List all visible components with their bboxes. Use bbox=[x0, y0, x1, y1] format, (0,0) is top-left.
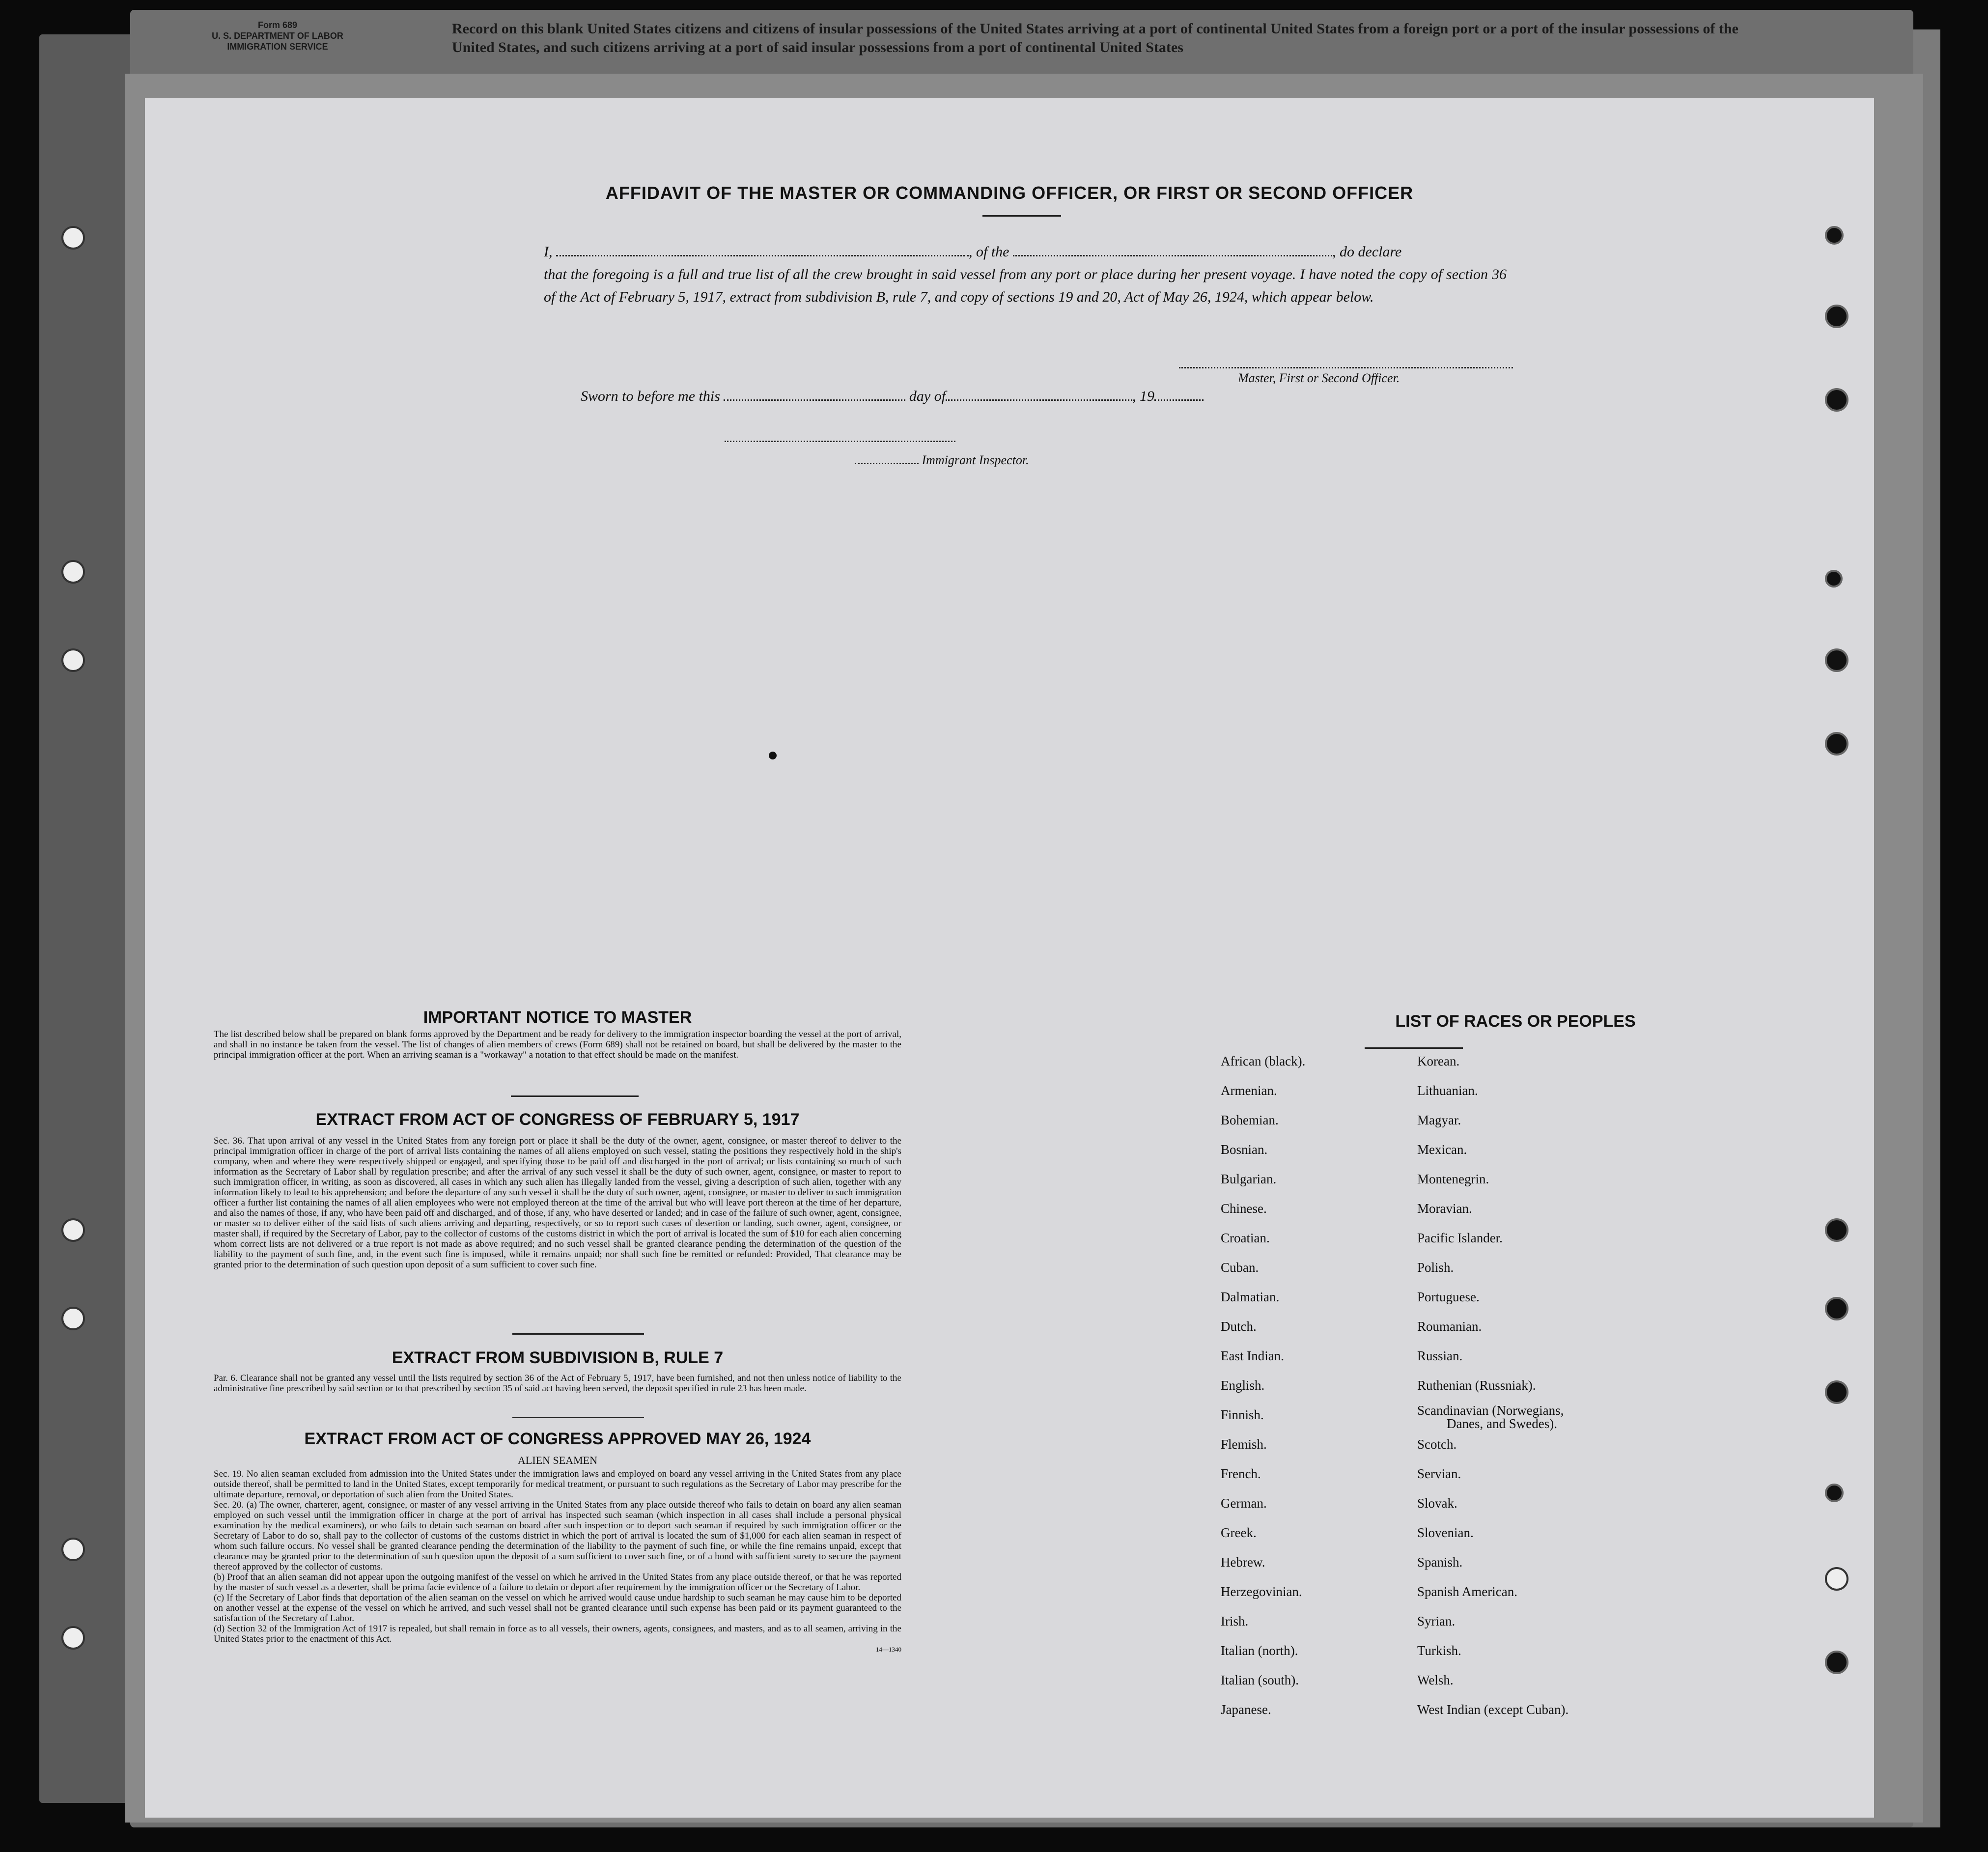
binder-hole bbox=[1825, 732, 1848, 756]
vessel-name-field[interactable] bbox=[1013, 244, 1332, 256]
form-number: Form 689 bbox=[257, 20, 298, 30]
binder-hole bbox=[1825, 388, 1848, 412]
affidavit-text: that the foregoing is a full and true list of all the crew brought in said vessel from any port or place during her present voyage. I have noted the copy of section 36 of the Act of February 5, 1917, extract from subdivision B, rule 7, and copy of sections 19 and 20, Act of May 26, 1924, which appear below. bbox=[544, 266, 1507, 305]
department-name: U. S. DEPARTMENT OF LABOR bbox=[212, 31, 343, 41]
binder-hole bbox=[61, 1218, 85, 1242]
race-item: Italian (south). bbox=[1221, 1673, 1299, 1687]
rule7-text: Par. 6. Clearance shall not be granted any vessel until the lists required by section 36 of the Act of February 5, 1917, have been furnished, and not then unless notice of liability to the administrative fine prescribed by said section or to that prescribed by section 35 of said act having been served, the deposit specified in rule 23 has been made. bbox=[214, 1373, 901, 1394]
binder-hole bbox=[1825, 1297, 1848, 1320]
race-item: West Indian (except Cuban). bbox=[1417, 1702, 1569, 1717]
back-sheet-header bbox=[162, 20, 1832, 98]
binder-hole bbox=[61, 560, 85, 584]
section-20d-text: (d) Section 32 of the Immigration Act of 1917 is repealed, but shall remain in force as to all vessels, their owners, agents, consignees, and masters, and as to all seamen, arriving in the United States prior to the enactment of this Act. bbox=[214, 1624, 901, 1644]
sworn-line bbox=[581, 388, 1204, 405]
affidavit-title: AFFIDAVIT OF THE MASTER OR COMMANDING OFFICER, OR FIRST OR SECOND OFFICER bbox=[605, 183, 1414, 203]
section-20a-text: Sec. 20. (a) The owner, charterer, agent, consignee, or master of any vessel arriving in the United States from any place outside thereof who fails to detain on board any alien seaman employed on such vessel until the immigration officer in charge at the port of arrival has inspected such seaman (which inspection in all cases shall include a personal physical examination by the medical examiners), or who fails to detain such seaman on board after such inspection or to deport such seaman if required by such immigration officer or the Secretary of Labor to do so, shall pay to the collector of customs of the customs district in which the port of arrival is located the sum of $1,000 for each alien seaman in respect of whom such failure occurs. No vessel shall be granted clearance pending the determination of the liability to the payment of such fine, or while the fine remains unpaid, except that clearance may be granted prior to the determination of such question upon the deposit of a sum sufficient to cover such fine, or of a bond with sufficient surety to secure the payment thereof approved by the collector of customs. bbox=[214, 1500, 901, 1572]
sworn-month-field[interactable] bbox=[946, 389, 1132, 401]
binder-hole bbox=[61, 1307, 85, 1330]
binder-hole bbox=[1825, 226, 1844, 245]
race-item: Slovenian. bbox=[1417, 1525, 1474, 1540]
race-item: Hebrew. bbox=[1221, 1555, 1265, 1570]
section-20c-text: (c) If the Secretary of Labor finds that deportation of the alien seaman on the vessel on which he arrived would cause undue hardship to such seaman he may cause him to be deported on another vessel at the expense of the vessel on which he arrived, and such vessel shall not be granted clearance until such expense has been paid or its payment guaranteed to the satisfaction of the Secretary of Labor. bbox=[214, 1593, 901, 1624]
race-item: Croatian. bbox=[1221, 1231, 1270, 1245]
section-19-text: Sec. 19. No alien seaman excluded from admission into the United States under the immigration laws and employed on board any vessel arriving in the United States from any place outside thereof, shall be permitted to land in the United States, except temporarily for medical treatment, or pursuant to such regulations as the Secretary of Labor may prescribe for the ultimate departure, removal, or deportation of such alien from the United States. bbox=[214, 1469, 901, 1500]
rule7-title: EXTRACT FROM SUBDIVISION B, RULE 7 bbox=[392, 1348, 724, 1367]
rule7-rule bbox=[512, 1417, 644, 1418]
declarant-name-field[interactable] bbox=[556, 244, 969, 256]
race-item: Slovak. bbox=[1417, 1496, 1457, 1511]
race-item: Irish. bbox=[1221, 1614, 1249, 1628]
race-item: Bosnian. bbox=[1221, 1142, 1268, 1157]
race-item: Greek. bbox=[1221, 1525, 1257, 1540]
race-item: Moravian. bbox=[1417, 1201, 1472, 1216]
binder-hole bbox=[61, 648, 85, 672]
race-item: Turkish. bbox=[1417, 1643, 1461, 1658]
race-item: Spanish. bbox=[1417, 1555, 1463, 1570]
inspector-label-row bbox=[855, 453, 1029, 468]
race-item: Montenegrin. bbox=[1417, 1172, 1489, 1186]
binder-hole bbox=[1825, 1567, 1848, 1591]
race-item: Finnish. bbox=[1221, 1407, 1264, 1422]
race-item: French. bbox=[1221, 1466, 1261, 1481]
master-signature-line[interactable] bbox=[1179, 367, 1513, 368]
race-item: Roumanian. bbox=[1417, 1319, 1482, 1334]
races-right-column bbox=[1417, 1046, 1568, 1724]
inspector-dots bbox=[855, 456, 919, 464]
race-item: Cuban. bbox=[1221, 1260, 1259, 1275]
sworn-prefix: Sworn to before me this bbox=[581, 388, 720, 404]
race-item: English. bbox=[1221, 1378, 1265, 1393]
race-item: Mexican. bbox=[1417, 1142, 1467, 1157]
race-item: Portuguese. bbox=[1417, 1290, 1480, 1304]
do-declare-label: , do declare bbox=[1332, 244, 1402, 260]
race-item-continuation: Danes, and Swedes). bbox=[1447, 1416, 1557, 1431]
extract-1924-body bbox=[214, 1469, 901, 1655]
binder-hole bbox=[61, 226, 85, 250]
declaration-line bbox=[544, 241, 1507, 263]
race-item: Chinese. bbox=[1221, 1201, 1267, 1216]
race-item: Magyar. bbox=[1417, 1113, 1461, 1127]
sworn-date-field[interactable] bbox=[724, 389, 905, 401]
race-item: Korean. bbox=[1417, 1054, 1460, 1068]
ink-spot bbox=[769, 752, 777, 759]
binder-hole bbox=[61, 1538, 85, 1561]
race-item: Herzegovinian. bbox=[1221, 1584, 1302, 1599]
affidavit-page bbox=[145, 98, 1874, 1818]
master-signature-label: Master, First or Second Officer. bbox=[1238, 371, 1400, 385]
race-item: Russian. bbox=[1417, 1348, 1463, 1363]
binder-hole bbox=[1825, 305, 1848, 328]
title-rule bbox=[982, 215, 1061, 217]
binder-hole bbox=[1825, 1484, 1844, 1502]
race-item: Italian (north). bbox=[1221, 1643, 1298, 1658]
declarant-prefix: I, bbox=[544, 244, 553, 260]
extract-1917-rule bbox=[512, 1333, 644, 1335]
notice-title: IMPORTANT NOTICE TO MASTER bbox=[423, 1008, 692, 1027]
race-item: Japanese. bbox=[1221, 1702, 1271, 1717]
binder-hole bbox=[1825, 1380, 1848, 1404]
binder-hole bbox=[1825, 570, 1843, 588]
extract-1924-title: EXTRACT FROM ACT OF CONGRESS APPROVED MAY 26, 1924 bbox=[304, 1430, 811, 1448]
race-item: Servian. bbox=[1417, 1466, 1461, 1481]
race-item: Welsh. bbox=[1417, 1673, 1454, 1687]
race-item: East Indian. bbox=[1221, 1348, 1284, 1363]
inspector-signature-line[interactable] bbox=[725, 441, 955, 442]
section-20b-text: (b) Proof that an alien seaman did not appear upon the outgoing manifest of the vessel on which he arrived in the United States from any place outside thereof, or that he was reported by the master of such vessel as a deserter, shall be prima facie evidence of a failure to detain or deport after requirement by the immigration officer or the Secretary of Labor. bbox=[214, 1572, 901, 1593]
sworn-year-field[interactable] bbox=[1154, 389, 1204, 401]
race-item bbox=[1417, 1400, 1568, 1430]
race-item: Polish. bbox=[1417, 1260, 1454, 1275]
race-item: Ruthenian (Russniak). bbox=[1417, 1378, 1536, 1393]
of-the-label: , of the bbox=[969, 244, 1009, 260]
notice-text: The list described below shall be prepared on blank forms approved by the Department and be ready for delivery to the immigration inspector boarding the vessel at the port of arrival, and shall in no instance be taken from the vessel. The list of changes of alien members of crews (Form 689) shall not be retained on board, but shall be delivered by the master to the principal immigration officer at the port. When an arriving seaman is a "workaway" a notation to that effect should be made on the manifest. bbox=[214, 1029, 901, 1060]
extract-1917-text: Sec. 36. That upon arrival of any vessel in the United States from any foreign port or place it shall be the duty of the owner, agent, consignee, or master thereof to deliver to the principal immigration officer in charge of the port of arrival lists containing the names of all aliens employed on such vessel, stating the positions they respectively hold in the ship's company, when and where they were respectively shipped or engaged, and specifying those to be paid off and discharged in the port of arrival; or lists containing so much of such information as the Secretary of Labor shall by regulation prescribe; and after the arrival of any such vessel it shall be the duty of such owner, agent, consignee, or master to report to such immigration officer, in writing, as soon as discovered, all cases in which any such alien has illegally landed from the vessel, giving a description of such alien, together with any information likely to lead to his apprehension; and before the departure of any such vessel it shall be the duty of such owner, agent, consignee, or master to deliver to such immigration officer a further list containing the names of all alien employees who were not employed thereon at the time of the arrival but who will leave port thereon at the time of her departure, and also the names of those, if any, who have been paid off and discharged, and of those, if any, who have deserted or landed; and in case of the failure of such owner, agent, consignee, or master so to deliver either of the said lists of such aliens arriving and departing, respectively, or so to report such cases of desertion or landing, such owner, agent, consignee, or master shall, if required by the Secretary of Labor, pay to the collector of customs of the customs district in which the port of arrival is located the sum of $10 for each alien concerning whom correct lists are not delivered or a true report is not made as above required; and no such vessel shall be granted clearance pending the determination of the question of the liability to the payment of such fine, and, in the event such fine is imposed, while it remains unpaid; nor shall such fine be remitted or refunded: Provided, That clearance may be granted prior to the determination of such question upon deposit of a sum sufficient to cover such fine. bbox=[214, 1136, 901, 1270]
races-left-column bbox=[1221, 1046, 1305, 1724]
sworn-day-label: day of bbox=[909, 388, 946, 404]
race-item: Dalmatian. bbox=[1221, 1290, 1280, 1304]
notice-rule bbox=[511, 1095, 639, 1097]
race-item: Syrian. bbox=[1417, 1614, 1456, 1628]
race-item: Bohemian. bbox=[1221, 1113, 1279, 1127]
race-item: Scotch. bbox=[1417, 1437, 1457, 1452]
race-item: Flemish. bbox=[1221, 1437, 1267, 1452]
alien-seamen-subtitle: ALIEN SEAMEN bbox=[518, 1454, 597, 1466]
race-item: Dutch. bbox=[1221, 1319, 1257, 1334]
race-item: German. bbox=[1221, 1496, 1267, 1511]
binder-strip bbox=[39, 34, 138, 1803]
back-sheet-instructions: Record on this blank United States citizens and citizens of insular possessions of the United States arriving at a port of continental United States from a foreign port or a port of the insular possessions of the United States, and such citizens arriving at a port of said insular possessions from a port of continental United States bbox=[452, 21, 1738, 56]
race-item: Lithuanian. bbox=[1417, 1083, 1478, 1098]
service-name: IMMIGRATION SERVICE bbox=[227, 42, 328, 52]
form-id-block bbox=[162, 20, 393, 52]
race-item: Spanish American. bbox=[1417, 1584, 1517, 1599]
race-item: Bulgarian. bbox=[1221, 1172, 1277, 1186]
binder-hole bbox=[1825, 1651, 1848, 1674]
extract-1917-title: EXTRACT FROM ACT OF CONGRESS OF FEBRUARY 5, 1917 bbox=[315, 1110, 800, 1129]
race-item-line: Scandinavian (Norwegians, bbox=[1417, 1403, 1564, 1418]
sworn-year-label: , 19 bbox=[1132, 388, 1155, 404]
binder-hole bbox=[1825, 648, 1848, 672]
binder-hole bbox=[61, 1626, 85, 1650]
race-item: African (black). bbox=[1221, 1054, 1306, 1068]
race-item: Pacific Islander. bbox=[1417, 1231, 1503, 1245]
binder-hole bbox=[1825, 1218, 1848, 1242]
races-title: LIST OF RACES OR PEOPLES bbox=[1395, 1012, 1636, 1031]
affidavit-body bbox=[544, 241, 1507, 309]
race-item: Armenian. bbox=[1221, 1083, 1277, 1098]
print-code: 14—1340 bbox=[876, 1646, 901, 1653]
inspector-label: Immigrant Inspector. bbox=[922, 453, 1029, 467]
